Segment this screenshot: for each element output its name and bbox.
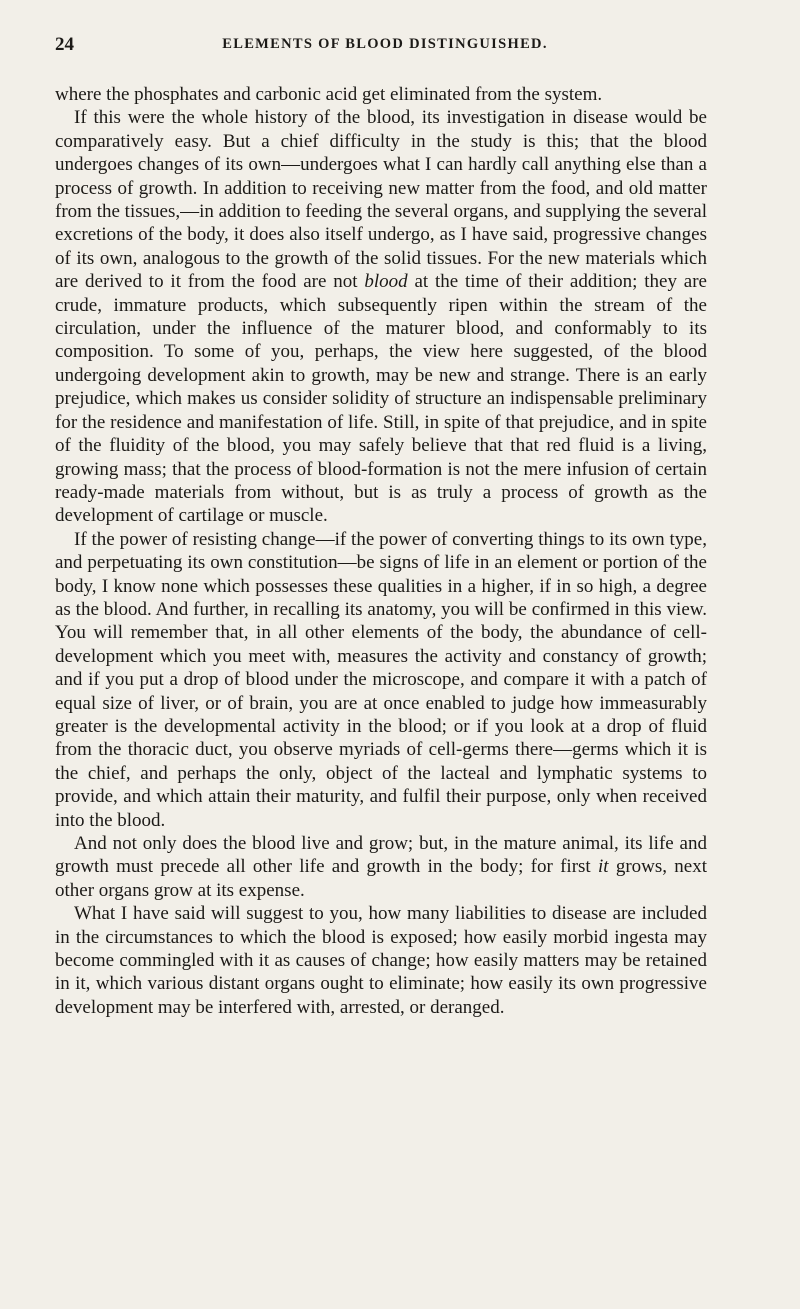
paragraph-text: What I have said will suggest to you, how many liabilities to disease are included in the circumstances to which the blood is exposed; how easily morbid ingesta may become commingled with it as causes of change; how easily matters may be retained in it, which various distant organs ought to eliminate; how easily its own progressive development may be interfered with, arrested, or deranged. [55,903,707,1018]
paragraph-liabilities [55,902,707,1019]
paragraph-text: where the phosphates and carbonic acid get eliminated from the system. [55,84,603,105]
paragraph-text-continued: at the time of their addition; they are crude, immature products, which subsequently ripen within the stream of the circulation, under the influence of the maturer blood, and conformably to its composition. To some of you, perhaps, the view here suggested, of the blood undergoing development akin to growth, may be new and strange. There is an early prejudice, which makes us consider solidity of structure an indispensable preliminary for the residence and manifestation of life. Still, in spite of that prejudice, and in spite of the fluidity of the blood, you may safely believe that that red fluid is a living, growing mass; that the process of blood-formation is not the mere infusion of certain ready-made materials from without, but is as truly a process of growth as the development of cartilage or muscle. [55,271,707,527]
emphasis-blood: blood [364,271,408,293]
running-head: ELEMENTS OF BLOOD DISTINGUISHED. [222,36,548,52]
paragraph-blood-history [55,106,707,527]
paragraph-continuation [55,83,707,106]
paragraph-live-and-grow [55,832,707,902]
body-text [55,83,707,1019]
page-number: 24 [55,34,74,55]
paragraph-text-continued: grows, next other organs grow at its expense. [55,856,707,901]
paragraph-text: If this were the whole history of the blood, its investigation in disease would be comparatively easy. But a chief difficulty in the study is this; that the blood undergoes changes of its own—undergoes what I can hardly call anything else than a process of growth. In addition to receiving new matter from the food, and old matter from the tissues,—in addition to feeding the several organs, and supplying the several excretions of the body, it does also itself undergo, as I have said, progressive changes of its own, analogous to the growth of the solid tissues. For the new materials which are derived to it from the food are not [55,107,707,293]
page-header [55,34,715,58]
paragraph-text: And not only does the blood live and grow; but, in the mature animal, its life and growth must precede all other life and growth in the body; for first [55,833,707,878]
paragraph-text: If the power of resisting change—if the power of converting things to its own type, and perpetuating its own constitution—be signs of life in an element or portion of the body, I know none which possesses these qualities in a higher, if in so high, a degree as the blood. And further, in recalling its anatomy, you will be confirmed in this view. You will remember that, in all other elements of the body, the abundance of cell-development which you meet with, measures the activity and constancy of growth; and if you put a drop of blood under the microscope, and compare it with a patch of equal size of liver, or of brain, you are at once enabled to judge how immeasurably greater is the developmental activity in the blood; or if you look at a drop of fluid from the thoracic duct, you observe myriads of cell-germs there—germs which it is the chief, and perhaps the only, object of the lacteal and lymphatic systems to provide, and which attain their maturity, and fulfil their purpose, only when received into the blood. [55,528,707,831]
emphasis-it: it [597,856,609,878]
paragraph-resisting-change [55,528,707,832]
